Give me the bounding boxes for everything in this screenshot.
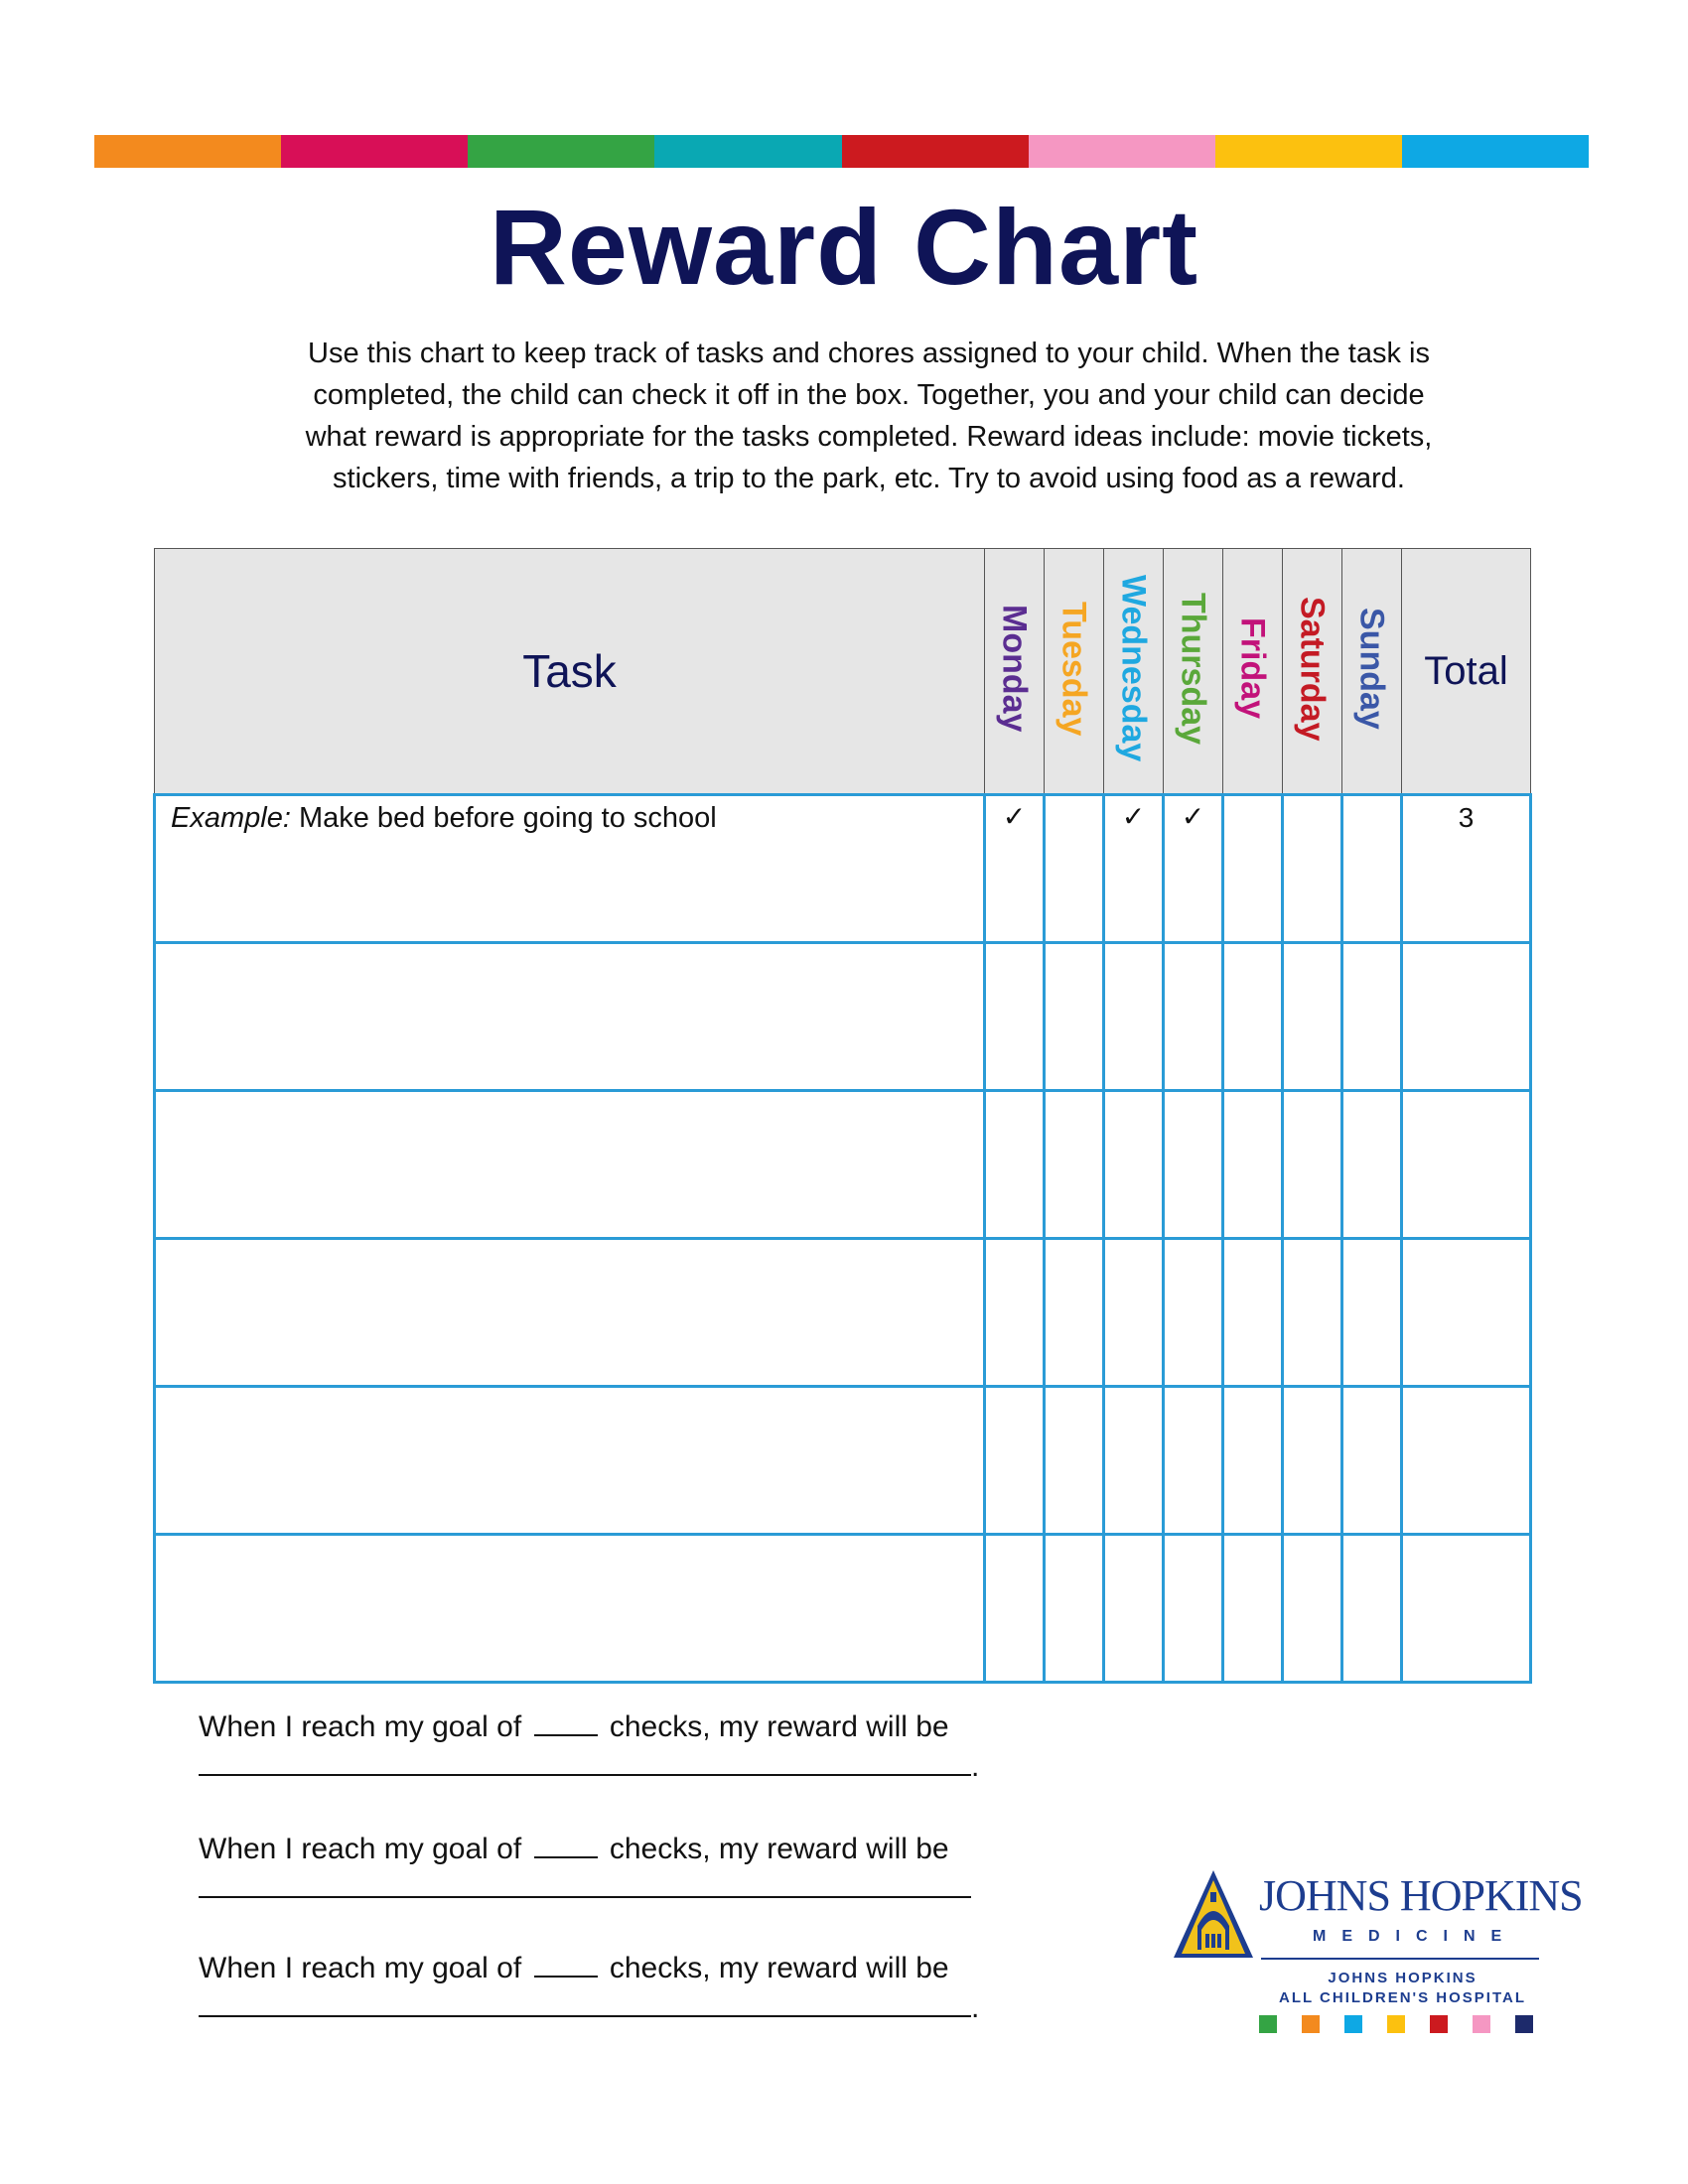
goal-statement <box>199 1949 993 2028</box>
day-header <box>1164 549 1223 795</box>
logo-color-squares <box>1259 2015 1533 2033</box>
day-header <box>1045 549 1104 795</box>
check-box[interactable] <box>1223 1387 1283 1535</box>
day-label: Tuesday <box>1055 601 1093 737</box>
check-box[interactable] <box>1104 1387 1164 1535</box>
table-row <box>155 943 1531 1091</box>
checkmark-icon: ✓ <box>1002 801 1027 832</box>
day-label: Wednesday <box>1114 575 1153 762</box>
goal-suffix: checks, my reward will be <box>609 1952 949 1984</box>
total-cell[interactable] <box>1402 1535 1531 1683</box>
reward-blank[interactable] <box>199 1748 971 1776</box>
check-box[interactable] <box>1223 943 1283 1091</box>
day-label: Thursday <box>1174 592 1212 746</box>
total-cell[interactable]: 3 <box>1402 795 1531 943</box>
check-box[interactable] <box>1223 795 1283 943</box>
checkmark-icon: ✓ <box>1181 801 1205 832</box>
logo-name: JOHNS HOPKINS <box>1259 1871 1583 1920</box>
goal-prefix: When I reach my goal of <box>199 1833 522 1865</box>
total-cell[interactable] <box>1402 943 1531 1091</box>
check-box[interactable] <box>985 1239 1045 1387</box>
logo-hospital-line-2: ALL CHILDREN'S HOSPITAL <box>1278 1989 1526 2006</box>
goal-count-blank[interactable] <box>534 1954 598 1978</box>
color-bar-segment <box>1402 135 1589 168</box>
task-cell[interactable] <box>155 1387 985 1535</box>
task-cell[interactable] <box>155 795 985 943</box>
check-box[interactable] <box>1045 943 1104 1091</box>
task-cell[interactable] <box>155 1535 985 1683</box>
chart-body <box>155 795 1531 1683</box>
logo-color-square <box>1259 2015 1277 2033</box>
color-bar-segment <box>281 135 468 168</box>
check-box[interactable] <box>1164 1387 1223 1535</box>
table-row <box>155 1535 1531 1683</box>
reward-line <box>199 1869 993 1909</box>
check-box[interactable] <box>1342 1239 1402 1387</box>
logo-color-square <box>1344 2015 1362 2033</box>
day-header <box>1104 549 1164 795</box>
color-bar-segment <box>1029 135 1215 168</box>
goal-suffix: checks, my reward will be <box>609 1710 949 1743</box>
intro-line: completed, the child can check it off in the box. Together, you and your child can decide <box>313 379 1425 411</box>
check-box[interactable] <box>1342 1387 1402 1535</box>
goal-suffix: checks, my reward will be <box>609 1833 949 1865</box>
check-box[interactable] <box>1045 1387 1104 1535</box>
check-box[interactable] <box>1045 795 1104 943</box>
total-cell[interactable] <box>1402 1239 1531 1387</box>
check-box[interactable] <box>1223 1239 1283 1387</box>
check-box[interactable] <box>1104 1535 1164 1683</box>
reward-blank[interactable] <box>199 1989 971 2017</box>
total-cell[interactable] <box>1402 1091 1531 1239</box>
check-box[interactable] <box>1164 1091 1223 1239</box>
check-box[interactable] <box>1104 795 1164 943</box>
header-row <box>155 549 1531 795</box>
check-box[interactable] <box>1104 943 1164 1091</box>
day-label: Sunday <box>1352 608 1391 730</box>
checkmark-icon: ✓ <box>1121 801 1146 832</box>
day-header <box>1223 549 1283 795</box>
reward-line-end: . <box>971 1750 980 1783</box>
color-bar-segment <box>468 135 654 168</box>
check-box[interactable] <box>1164 1239 1223 1387</box>
table-row <box>155 1387 1531 1535</box>
johns-hopkins-logo <box>1172 1866 1583 2035</box>
check-box[interactable] <box>1164 943 1223 1091</box>
check-box[interactable] <box>985 943 1045 1091</box>
intro-text <box>253 333 1484 499</box>
table-row <box>155 795 1531 943</box>
day-label: Monday <box>995 605 1034 733</box>
table-row <box>155 1091 1531 1239</box>
logo-divider <box>1261 1958 1539 1960</box>
check-box[interactable] <box>1223 1535 1283 1683</box>
color-bar-segment <box>1215 135 1402 168</box>
reward-line-end: . <box>971 1991 980 2024</box>
dome-crest-icon <box>1172 1866 1255 1962</box>
task-text: Make bed before going to school <box>290 802 717 834</box>
logo-color-square <box>1430 2015 1448 2033</box>
color-bar-segment <box>842 135 1029 168</box>
intro-line: stickers, time with friends, a trip to the park, etc. Try to avoid using food as a reward. <box>333 463 1405 494</box>
goal-count-blank[interactable] <box>534 1835 598 1858</box>
intro-line: Use this chart to keep track of tasks and chores assigned to your child. When the task is <box>308 338 1430 369</box>
check-box[interactable] <box>1045 1091 1104 1239</box>
table-row <box>155 1239 1531 1387</box>
logo-color-square <box>1515 2015 1533 2033</box>
logo-color-square <box>1302 2015 1320 2033</box>
check-box[interactable] <box>1104 1239 1164 1387</box>
color-bar-segment <box>94 135 281 168</box>
day-header <box>985 549 1045 795</box>
check-box[interactable] <box>1164 795 1223 943</box>
goal-statement <box>199 1707 993 1787</box>
total-cell[interactable] <box>1402 1387 1531 1535</box>
check-box[interactable] <box>1283 1387 1342 1535</box>
logo-hospital-line-1: JOHNS HOPKINS <box>1328 1970 1477 1986</box>
check-box[interactable] <box>985 795 1045 943</box>
day-header <box>1342 549 1402 795</box>
goal-text <box>199 1949 993 1988</box>
task-cell[interactable] <box>155 1091 985 1239</box>
reward-line <box>199 1747 993 1787</box>
intro-line: what reward is appropriate for the tasks completed. Reward ideas include: movie tickets, <box>305 421 1433 453</box>
check-box[interactable] <box>1104 1091 1164 1239</box>
day-label: Friday <box>1233 617 1272 720</box>
goal-text <box>199 1707 993 1747</box>
day-header <box>1283 549 1342 795</box>
check-box[interactable] <box>1223 1091 1283 1239</box>
check-box[interactable] <box>985 1387 1045 1535</box>
color-bar <box>94 135 1589 168</box>
task-column-header: Task <box>155 549 985 795</box>
check-box[interactable] <box>1342 1091 1402 1239</box>
reward-blank[interactable] <box>199 1870 971 1898</box>
goal-prefix: When I reach my goal of <box>199 1710 522 1743</box>
check-box[interactable] <box>1045 1535 1104 1683</box>
reward-line <box>199 1988 993 2028</box>
logo-color-square <box>1473 2015 1490 2033</box>
check-box[interactable] <box>1342 1535 1402 1683</box>
logo-medicine: MEDICINE <box>1313 1928 1518 1945</box>
check-box[interactable] <box>1283 1535 1342 1683</box>
check-box[interactable] <box>1283 795 1342 943</box>
check-box[interactable] <box>1283 1091 1342 1239</box>
check-box[interactable] <box>1342 943 1402 1091</box>
page-title: Reward Chart <box>489 187 1199 307</box>
check-box[interactable] <box>985 1535 1045 1683</box>
check-box[interactable] <box>985 1091 1045 1239</box>
example-label: Example: <box>171 802 291 834</box>
goal-count-blank[interactable] <box>534 1712 598 1736</box>
check-box[interactable] <box>1283 1239 1342 1387</box>
goal-text <box>199 1830 993 1869</box>
check-box[interactable] <box>1045 1239 1104 1387</box>
task-cell[interactable] <box>155 1239 985 1387</box>
task-cell[interactable] <box>155 943 985 1091</box>
goal-prefix: When I reach my goal of <box>199 1952 522 1984</box>
check-box[interactable] <box>1342 795 1402 943</box>
check-box[interactable] <box>1164 1535 1223 1683</box>
logo-color-square <box>1387 2015 1405 2033</box>
reward-chart-table <box>153 548 1532 1684</box>
goal-statement <box>199 1830 993 1909</box>
total-column-header: Total <box>1402 549 1531 795</box>
color-bar-segment <box>654 135 841 168</box>
day-label: Saturday <box>1293 596 1332 742</box>
check-box[interactable] <box>1283 943 1342 1091</box>
